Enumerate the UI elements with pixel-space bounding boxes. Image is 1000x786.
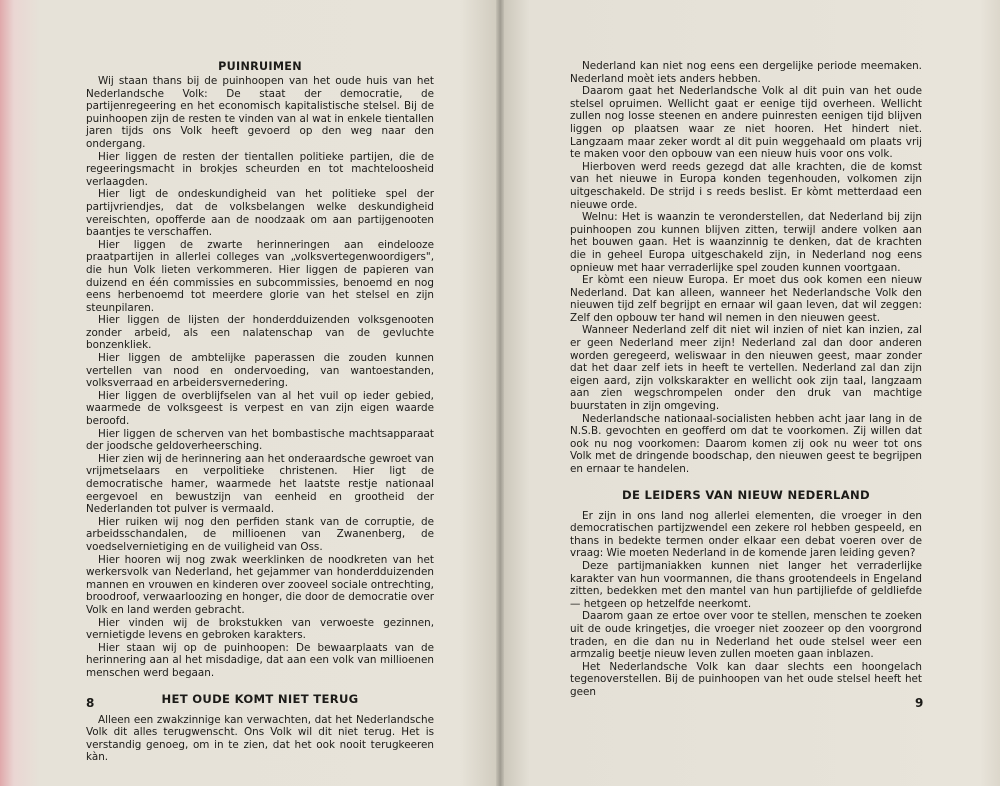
paragraph: Wanneer Nederland zelf dit niet wil inzien of niet kan inzien, zal er geen Nederland meer zijn! Nederland zal dan door anderen worden geregeerd, weliswaar in den nieuwen geest, maar zonder dat het daar zelf iets in heeft te vertellen. Nederland zal dan zijn eigen aard, zijn volkskarakter en wellicht ook zijn taal, langzaam aan zien wegschrompelen onder den druk van machtige buurstaten in zijn omgeving. [570, 324, 922, 413]
right-page [500, 0, 1000, 786]
paragraph: Hier staan wij op de puinhoopen: De bewaarplaats van de herinnering aan al het misdadige, dat aan een volk van millioenen menschen werd begaan. [86, 641, 434, 679]
paragraph: Hier liggen de lijsten der honderdduizenden volksgenooten zonder arbeid, als een nalatenschap van de gevluchte bonzenkliek. [86, 314, 434, 352]
left-text-column [86, 60, 434, 764]
paragraph: Hier zien wij de herinnering aan het onderaardsche gewroet van vrijmetselaars en verpolitieke christenen. Hier ligt de democratische hamer, waarmede het laatste restje nationaal eergevoel en bewustzijn van eenheid en grootheid der Nederlanden tot pulver is vermaald. [86, 452, 434, 516]
paragraph: Hier ligt de ondeskundigheid van het politieke spel der partijvriendjes, dat de volksbelangen welke deskundigheid vereischten, opofferde aan de noodzaak om aan partijgenooten baantjes te verschaffen. [86, 188, 434, 239]
paragraph: Deze partijmaniakken kunnen niet langer het verraderlijke karakter van hun voormannen, die thans grootendeels in Engeland zitten, bedekken met den mantel van hun partijliefde of geldliefde — hetgeen op hetzelfde neerkomt. [570, 559, 922, 610]
paragraph: Hier ruiken wij nog den perfiden stank van de corruptie, de arbeidsschandalen, de millioenen van Zwanenberg, de voedselvernietiging en de vuiligheid van Oss. [86, 515, 434, 553]
right-text-column [570, 60, 922, 699]
paragraph: Er zijn in ons land nog allerlei elementen, die vroeger in den democratischen partijzwendel een zekere rol hebben gespeeld, en thans in bedekte termen onder elkaar een debat voeren over de vraag: Wie moeten Nederland in de komende jaren leiding geven? [570, 509, 922, 560]
paragraph: Hier hooren wij nog zwak weerklinken de noodkreten van het werkersvolk van Nederland, het gejammer van honderdduizenden mannen en vrouwen en kinderen over zooveel sociale ontrechting, broodroof, verwaarloozing en honger, die door de democratie over Volk en land werden gebracht. [86, 553, 434, 616]
paragraph: Welnu: Het is waanzin te veronderstellen, dat Nederland bij zijn puinhoopen zou kunnen blijven zitten, terwijl andere volken aan het bouwen gaan. Het is waanzinnig te denken, dat de krachten die in geheel Europa uitgeschakeld zijn, in Nederland nog eens opnieuw met haar verraderlijke spel zouden kunnen voortgaan. [570, 211, 922, 274]
paragraph: Hier liggen de scherven van het bombastische machtsapparaat der joodsche geldoverheersching. [86, 427, 434, 453]
heading-het-oude-komt-niet-terug: HET OUDE KOMT NIET TERUG [161, 691, 359, 706]
paragraph: Hierboven werd reeds gezegd dat alle krachten, die de komst van het nieuwe in Europa konden tegenhouden, volkomen zijn uitgeschakeld. De strijd i s reeds beslist. Er kòmt metterdaad een nieuwe orde. [570, 160, 922, 211]
heading-de-leiders-van-nieuw-nederland: DE LEIDERS VAN NIEUW NEDERLAND [622, 487, 870, 502]
paragraph: Hier vinden wij de brokstukken van verwoeste gezinnen, vernietigde levens en gebroken karakters. [86, 616, 434, 642]
paragraph: Het Nederlandsche Volk kan daar slechts een hoongelach tegenoverstellen. Bij de puinhoopen van het oude stelsel heeft het geen [570, 660, 922, 698]
paragraph: Er kòmt een nieuw Europa. Er moet dus ook komen een nieuw Nederland. Dat kan alleen, wanneer het Nederlandsche Volk den nieuwen tijd zelf begrijpt en ernaar wil gaan leven, dat wil zeggen: Zelf den opbouw ter hand wil nemen in den nieuwen geest. [570, 274, 922, 324]
paragraph: Hier liggen de zwarte herinneringen aan eindelooze praatpartijen in allerlei colleges van „volksvertegenwoordigers", die hun Volk lieten verkommeren. Hier liggen de papieren van duizend en één commissies en subcommissies, benoemd en nog eens herbenoemd tot meerdere glorie van het stelsel en zijn steunpilaren. [86, 238, 434, 314]
paragraph: Nederlandsche nationaal-socialisten hebben acht jaar lang in de N.S.B. gevochten en geofferd om dat te voorkomen. Zij willen dat ook nu nog voorkomen: Daarom komen zij ook nu weer tot ons Volk met de dringende boodschap, den nieuwen geest te begrijpen en ernaar te handelen. [570, 412, 922, 475]
paragraph: Wij staan thans bij de puinhoopen van het oude huis van het Nederlandsche Volk: De staat der democratie, de partijenregeering en het economisch kapitalistische stelsel. Bij de puinhoopen zijn de resten te vinden van al wat in enkele tientallen jaren tijds ons Volk heeft gevoerd op den weg naar den ondergang. [86, 75, 434, 150]
paragraph: Daarom gaat het Nederlandsche Volk al dit puin van het oude stelsel opruimen. Wellicht gaat er eenige tijd overheen. Wellicht zullen nog losse steenen en andere puinresten eenigen tijd blijven liggen op plaatsen waar ze niet hooren. Het hindert niet. Langzaam maar zeker wordt al dit puin weggehaald om plaats vrij te maken voor den opbouw van een nieuw huis voor ons volk. [570, 85, 922, 161]
paragraph: Nederland kan niet nog eens een dergelijke periode meemaken. Nederland moèt iets anders hebben. [570, 60, 922, 85]
paragraph: Hier liggen de resten der tientallen politieke partijen, die de regeeringsmacht in brokjes scheurden en tot machteloosheid verlaagden. [86, 150, 434, 188]
book-gutter [496, 0, 504, 786]
paragraph: Hier liggen de overblijfselen van al het vuil op ieder gebied, waarmede de volksgeest is verpest en van zijn eigen waarde beroofd. [86, 389, 434, 428]
page-number-right: 9 [915, 696, 924, 710]
heading-puinruimen: PUINRUIMEN [218, 60, 302, 73]
page-number-left: 8 [86, 696, 95, 710]
paragraph: Daarom gaan ze ertoe over voor te stellen, menschen te zoeken uit de oude kringetjes, die vroeger niet zoozeer op den voorgrond traden, en die dan nu in Nederland het oude stelsel weer een armzalig beetje nieuw leven zullen moeten gaan inblazen. [570, 610, 922, 661]
paragraph: Hier liggen de ambtelijke paperassen die zouden kunnen vertellen van nood en ondervoeding, van wantoestanden, volksverraad en arbeidersvernedering. [86, 352, 434, 390]
paragraph: Alleen een zwakzinnige kan verwachten, dat het Nederlandsche Volk dit alles terugwenscht. Ons Volk wil dit niet terug. Het is verstandig genoeg, om in te zien, dat het ook nooit terugkeeren kàn. [86, 713, 434, 764]
